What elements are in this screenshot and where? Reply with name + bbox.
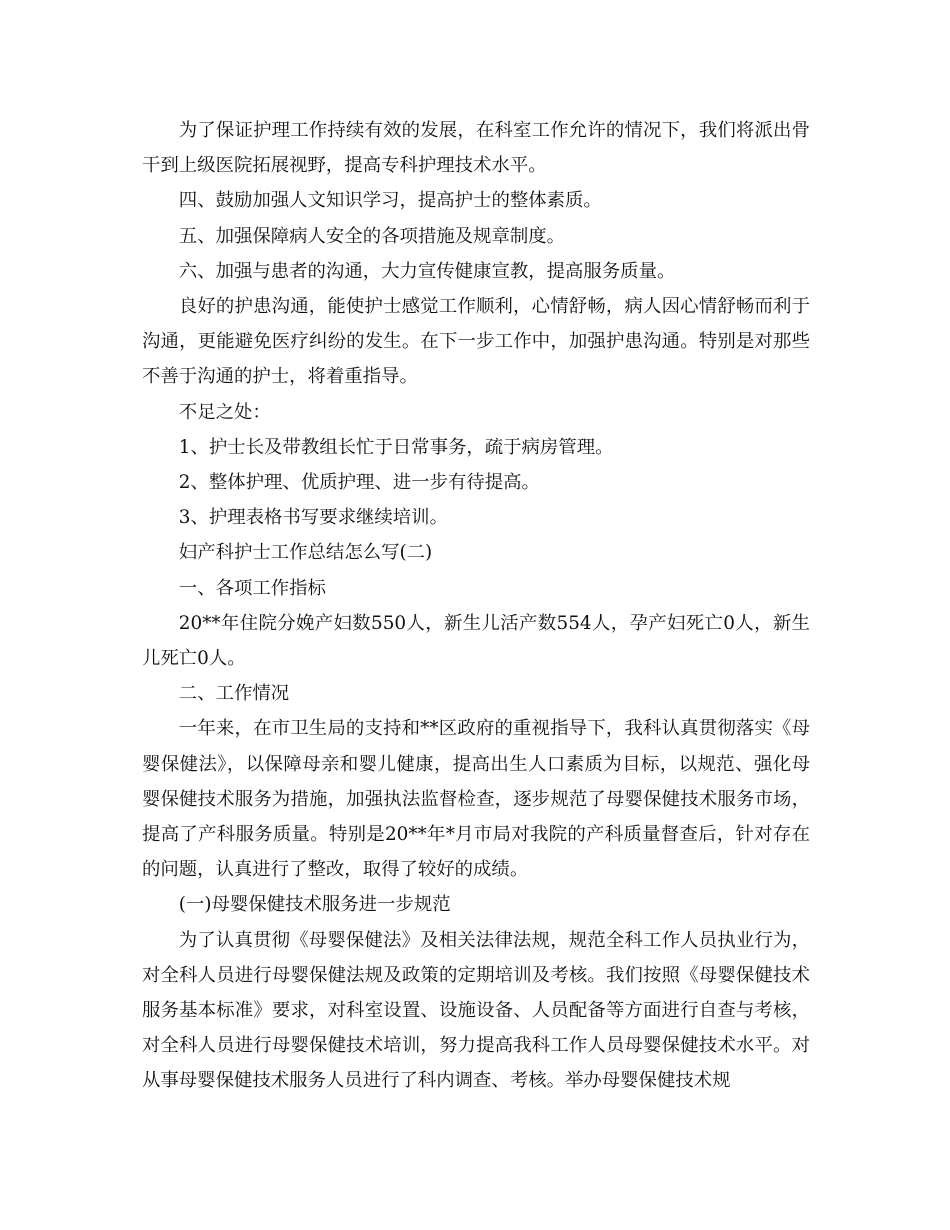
paragraph: 一年来，在市卫生局的支持和**区政府的重视指导下，我科认真贯彻落实《母婴保健法》，以保障母亲和婴儿健康，提高出生人口素质为目标，以规范、强化母婴保健技术服务为措施，加强执法监督检查，逐步规范了母婴保健技术服务市场，提高了产科服务质量。特别是20**年*月市局对我院的产科质量督查后，针对存在的问题，认真进行了整改，取得了较好的成绩。 (142, 718, 810, 881)
paragraph: 五、加强保障病人安全的各项措施及规章制度。 (178, 225, 566, 247)
paragraph: 四、鼓励加强人文知识学习，提高护士的整体素质。 (178, 190, 602, 212)
paragraph: 1、护士长及带教组长忙于日常事务，疏于病房管理。 (178, 436, 614, 458)
paragraph: 为了认真贯彻《母婴保健法》及相关法律法规，规范全科工作人员执业行为，对全科人员进行母婴保健法规及政策的定期培训及考核。我们按照《母婴保健技术服务基本标准》要求，对科室设置、设施设备、人员配备等方面进行自查与考核，对全科人员进行母婴保健技术培训，努力提高我科工作人员母婴保健技术水平。对从事母婴保健技术服务人员进行了科内调查、考核。举办母婴保健技术规 (142, 929, 810, 1092)
paragraph: 2、整体护理、优质护理、进一步有待提高。 (178, 472, 540, 494)
section-heading: 妇产科护士工作总结怎么写(二) (178, 542, 433, 564)
paragraph: 不足之处： (178, 401, 271, 423)
paragraph: 良好的护患沟通，能使护士感觉工作顺利，心情舒畅，病人因心情舒畅而利于沟通，更能避免医疗纠纷的发生。在下一步工作中，加强护患沟通。特别是对那些不善于沟通的护士，将着重指导。 (142, 296, 810, 388)
paragraph: 二、工作情况 (178, 683, 290, 705)
paragraph: 六、加强与患者的沟通，大力宣传健康宣教，提高服务质量。 (178, 260, 676, 282)
paragraph: 20**年住院分娩产妇数550人，新生儿活产数554人，孕产妇死亡0人，新生儿死亡0人。 (142, 612, 810, 670)
paragraph: 为了保证护理工作持续有效的发展，在科室工作允许的情况下，我们将派出骨干到上级医院拓展视野，提高专科护理技术水平。 (142, 120, 810, 177)
document-body (142, 113, 810, 1099)
paragraph: 一、各项工作指标 (178, 577, 326, 599)
paragraph: 3、护理表格书写要求继续培训。 (178, 507, 448, 529)
paragraph: (一)母婴保健技术服务进一步规范 (178, 894, 451, 916)
